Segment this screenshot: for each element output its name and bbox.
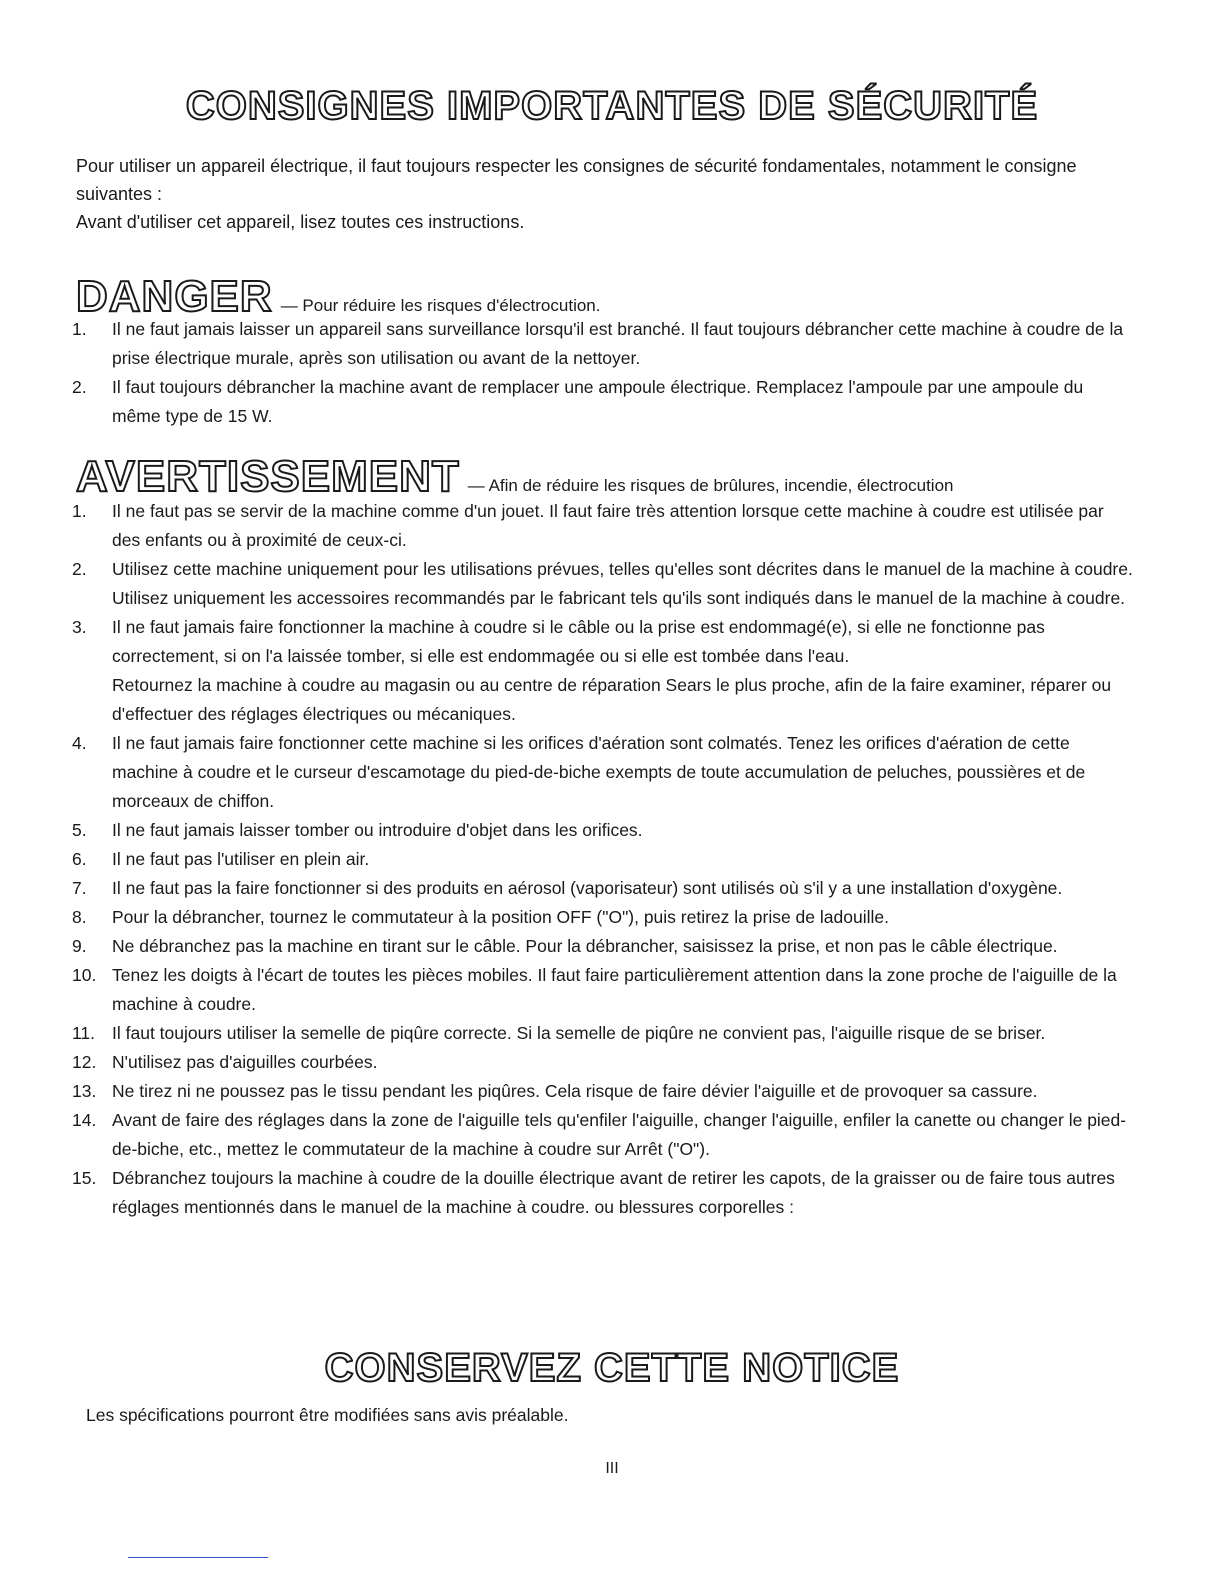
list-item (72, 874, 1136, 903)
item-text: Il ne faut pas se servir de la machine comme d'un jouet. Il faut faire très attention lorsque cette machine à coudre est utilisée par des enfants ou à proximité de ceux-ci. (112, 501, 1104, 550)
item-text: Il ne faut jamais faire fonctionner cette machine si les orifices d'aération sont colmatés. Tenez les orifices d'aération de cette machine à coudre et le curseur d'escamotage du pied-de-biche exempts de toute accumulation de peluches, poussières et de morceaux de chiffon. (112, 733, 1086, 811)
list-item (72, 1106, 1136, 1164)
item-number: 12. (72, 1052, 97, 1072)
item-text: Ne tirez ni ne poussez pas le tissu pendant les piqûres. Cela risque de faire dévier l'aiguille et de provoquer sa cassure. (112, 1081, 1038, 1101)
list-item (72, 932, 1136, 961)
danger-subtitle: — Pour réduire les risques d'électrocution. (280, 296, 601, 315)
item-text: Ne débranchez pas la machine en tirant sur le câble. Pour la débrancher, saisissez la prise, et non pas le câble électrique. (112, 936, 1058, 956)
item-body (112, 613, 1136, 729)
item-number: 3. (72, 617, 87, 637)
list-item (72, 816, 1136, 845)
intro-line-1: Pour utiliser un appareil électrique, il faut toujours respecter les consignes de sécurité fondamentales, notamment le consigne suivantes : (76, 156, 1077, 204)
item-number: 1. (72, 319, 87, 339)
page-title: CONSIGNES IMPORTANTES DE SÉCURITÉ (185, 84, 1039, 128)
item-number: 2. (72, 377, 87, 397)
intro (76, 152, 1136, 236)
notice-title: CONSERVEZ CETTE NOTICE (324, 1346, 900, 1390)
item-number: 10. (72, 965, 97, 985)
disclaimer: Les spécifications pourront être modifiées sans avis préalable. (86, 1405, 569, 1425)
warning-list (72, 497, 1136, 1222)
item-number: 14. (72, 1110, 97, 1130)
list-item (72, 729, 1136, 816)
item-number: 8. (72, 907, 87, 927)
item-number: 7. (72, 878, 87, 898)
danger-word: DANGER (76, 272, 273, 321)
list-item (72, 497, 1136, 555)
item-text: Tenez les doigts à l'écart de toutes les pièces mobiles. Il faut faire particulièrement attention dans la zone proche de l'aiguille de la machine à coudre. (112, 965, 1117, 1014)
item-number: 2. (72, 559, 87, 579)
item-text: Il ne faut pas l'utiliser en plein air. (112, 849, 370, 869)
list-item (72, 961, 1136, 1019)
list-item (72, 903, 1136, 932)
item-text: Il ne faut jamais laisser tomber ou introduire d'objet dans les orifices. (112, 820, 643, 840)
list-item (72, 613, 1136, 729)
warning-heading (76, 452, 954, 502)
item-number: 11. (72, 1023, 96, 1043)
item-number: 1. (72, 501, 87, 521)
page-number: III (605, 1460, 619, 1477)
footer-rule (128, 1557, 268, 1558)
list-item (72, 555, 1136, 613)
item-text: Il faut toujours utiliser la semelle de piqûre correcte. Si la semelle de piqûre ne convient pas, l'aiguille risque de se briser. (112, 1023, 1046, 1043)
list-item (72, 1164, 1136, 1222)
list-item (72, 1048, 1136, 1077)
item-text: Il faut toujours débrancher la machine avant de remplacer une ampoule électrique. Remplacez l'ampoule par une ampoule du même type de 15 W. (112, 377, 1084, 426)
warning-subtitle: — Afin de réduire les risques de brûlures, incendie, électrocution (467, 476, 954, 495)
item-number: 5. (72, 820, 87, 840)
item-text-continued: Retournez la machine à coudre au magasin ou au centre de réparation Sears le plus proche, afin de la faire examiner, réparer ou d'effectuer des réglages électriques ou mécaniques. (112, 675, 1112, 724)
warning-word: AVERTISSEMENT (76, 452, 460, 501)
danger-list (72, 315, 1136, 431)
item-text: Utilisez cette machine uniquement pour les utilisations prévues, telles qu'elles sont décrites dans le manuel de la machine à coudre. (112, 559, 1133, 579)
list-item (72, 1077, 1136, 1106)
item-text-continued: Utilisez uniquement les accessoires recommandés par le fabricant tels qu'ils sont indiqués dans le manuel de la machine à coudre. (112, 588, 1126, 608)
intro-line-2: Avant d'utiliser cet appareil, lisez toutes ces instructions. (76, 212, 525, 232)
item-number: 15. (72, 1168, 97, 1188)
list-item (72, 315, 1136, 373)
list-item (72, 373, 1136, 431)
item-body (112, 555, 1136, 613)
item-text: Pour la débrancher, tournez le commutateur à la position OFF ("O"), puis retirez la prise de ladouille. (112, 907, 889, 927)
list-item (72, 1019, 1136, 1048)
item-text: Il ne faut jamais faire fonctionner la machine à coudre si le câble ou la prise est endommagé(e), si elle ne fonctionne pas correctement, si on l'a laissée tomber, si elle est endommagée ou si elle est tombée dans l'eau. (112, 617, 1045, 666)
list-item (72, 845, 1136, 874)
item-number: 13. (72, 1081, 97, 1101)
item-text: N'utilisez pas d'aiguilles courbées. (112, 1052, 378, 1072)
item-text: Avant de faire des réglages dans la zone de l'aiguille tels qu'enfiler l'aiguille, changer l'aiguille, enfiler la canette ou changer le pied-de-biche, etc., mettez le commutateur de la machine à coudre sur Arrêt ("O"). (112, 1110, 1127, 1159)
item-text: Débranchez toujours la machine à coudre de la douille électrique avant de retirer les capots, de la graisser ou de faire tous autres réglages mentionnés dans le manuel de la machine à coudre. ou blessures corporelles : (112, 1168, 1115, 1217)
item-text: Il ne faut jamais laisser un appareil sans surveillance lorsqu'il est branché. Il faut toujours débrancher cette machine à coudre de la prise électrique murale, après son utilisation ou avant de la nettoyer. (112, 319, 1124, 368)
item-text: Il ne faut pas la faire fonctionner si des produits en aérosol (vaporisateur) sont utilisés où s'il y a une installation d'oxygène. (112, 878, 1063, 898)
item-number: 6. (72, 849, 87, 869)
item-number: 4. (72, 733, 87, 753)
item-number: 9. (72, 936, 87, 956)
